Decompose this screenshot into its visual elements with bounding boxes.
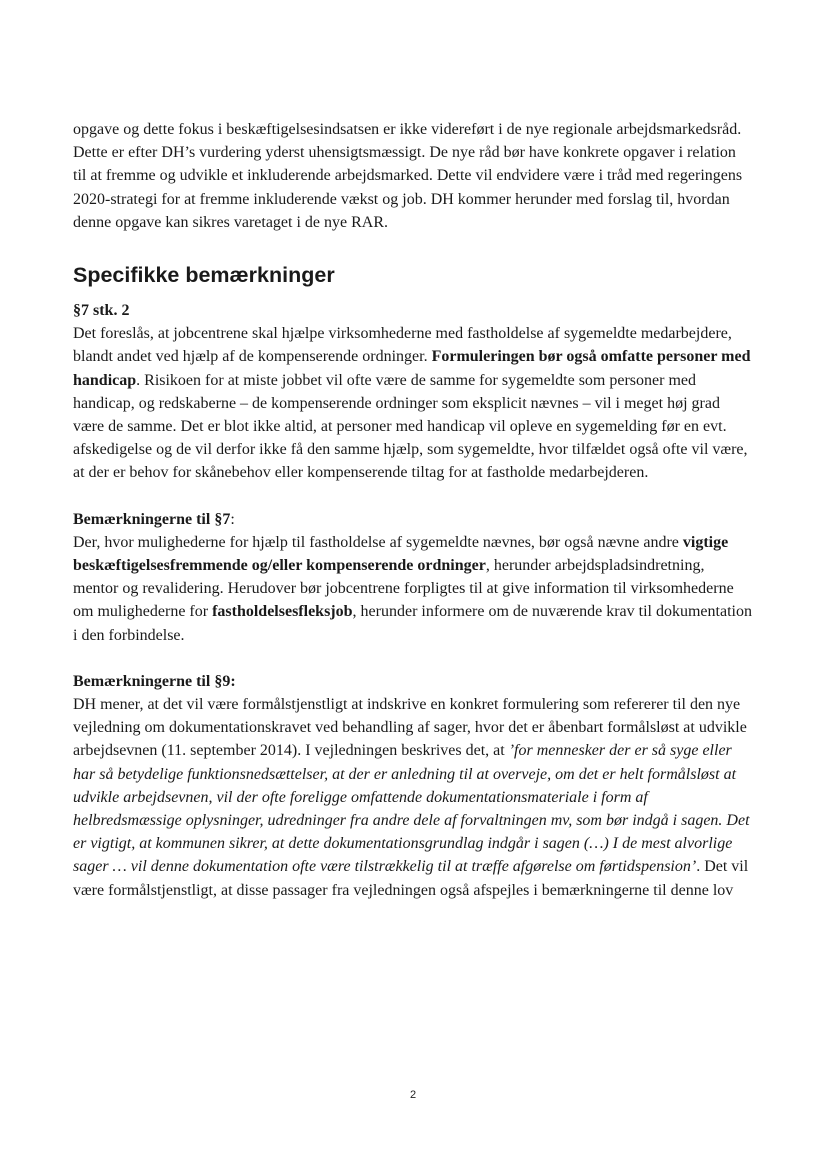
section-title: Bemærkningerne til §9: bbox=[73, 672, 236, 690]
italic-quote: ’for mennesker der er så syge eller har så betydelige funktionsnedsættelser, at der er anledning til at overveje, om det er helt formålsløst at udvikle arbejdsevnen, vil der ofte foreligge omfattende dokumentationsmateriale i form af helbredsmæssige oplysninger, udredninger fra andre dele af forvaltningen mv, som bør indgå i sagen. Det er vigtigt, at kommunen sikrer, at dette dokumentationsgrundlag indgår i sagen (…) I de mest alvorlige sager … vil denne dokumentation ofte være tilstrækkelig til at træffe afgørelse om førtidspension’ bbox=[73, 742, 750, 876]
section-title-suffix: : bbox=[230, 510, 235, 528]
body-text: , herunder arbejdspladsindretning, mentor og revalidering. Herudover bør jobcentrene forpligtes til at give information til virksomhederne om mulighederne for bbox=[73, 557, 734, 621]
section-7-stk-2 bbox=[73, 299, 753, 485]
body-text: , herunder informere om de nuværende krav til dokumentation i den forbindelse. bbox=[73, 603, 752, 644]
body-text: Det foreslås, at jobcentrene skal hjælpe virksomhederne med fastholdelse af sygemeldte medarbejdere, blandt andet ved hjælp af de kompenserende ordninger. bbox=[73, 325, 732, 366]
section-title: §7 stk. 2 bbox=[73, 302, 130, 320]
body-text: DH mener, at det vil være formålstjenstligt at indskrive en konkret formulering som refererer til den nye vejledning om dokumentationskravet ved behandling af sager, hvor det er åbenbart formålsløst at udvikle arbejdsevnen (11. september 2014). I vejledningen beskrives det, at bbox=[73, 696, 747, 760]
section-body bbox=[73, 531, 753, 647]
body-text: Der, hvor mulighederne for hjælp til fastholdelse af sygemeldte nævnes, bør også nævne andre bbox=[73, 533, 683, 551]
bold-text: vigtige beskæftigelsesfremmende og/eller kompenserende ordninger bbox=[73, 533, 729, 575]
intro-paragraph: opgave og dette fokus i beskæftigelsesindsatsen er ikke videreført i de nye regionale arbejdsmarkedsråd. Dette er efter DH’s vurdering yderst uhensigtsmæssigt. De nye råd bør have konkrete opgaver i relation til at fremme og udvikle et inkluderende arbejdsmarked. Dette vil endvidere være i tråd med regeringens 2020-strategi for at fremme inkluderende vækst og job. DH kommer herunder med forslag til, hvordan denne opgave kan sikres varetaget i de nye RAR. bbox=[73, 121, 743, 231]
body-text: . Det vil være formålstjenstligt, at disse passager fra vejledningen også afspejles i bemærkningerne til denne lov bbox=[73, 858, 749, 899]
bold-text: fastholdelsesfleksjob bbox=[212, 603, 353, 621]
section-bemaerkninger-7 bbox=[73, 508, 753, 647]
document-page bbox=[73, 118, 753, 902]
section-bemaerkninger-9 bbox=[73, 670, 753, 902]
page-number: 2 bbox=[409, 1089, 417, 1101]
bold-text: Formuleringen bør også omfatte personer med handicap bbox=[73, 348, 751, 389]
section-body bbox=[73, 693, 753, 902]
section-body bbox=[73, 322, 753, 484]
section-title bbox=[73, 508, 753, 531]
section-title-text: Bemærkningerne til §7 bbox=[73, 510, 231, 528]
section-heading: Specifikke bemærkninger bbox=[73, 263, 335, 288]
body-text: . Risikoen for at miste jobbet vil ofte være de samme for sygemeldte som personer med handicap, og redskaberne – de kompenserende ordninger som eksplicit nævnes – vil i meget høj grad være de samme. Det er blot ikke altid, at personer med handicap vil opleve en sygemelding før en evt. afskedigelse og de vil derfor ikke få den samme hjælp, som sygemeldte, hvor tilfældet også ofte vil være, at der er behov for skånebehov eller kompenserende tiltag for at fastholde medarbejderen. bbox=[73, 371, 748, 482]
